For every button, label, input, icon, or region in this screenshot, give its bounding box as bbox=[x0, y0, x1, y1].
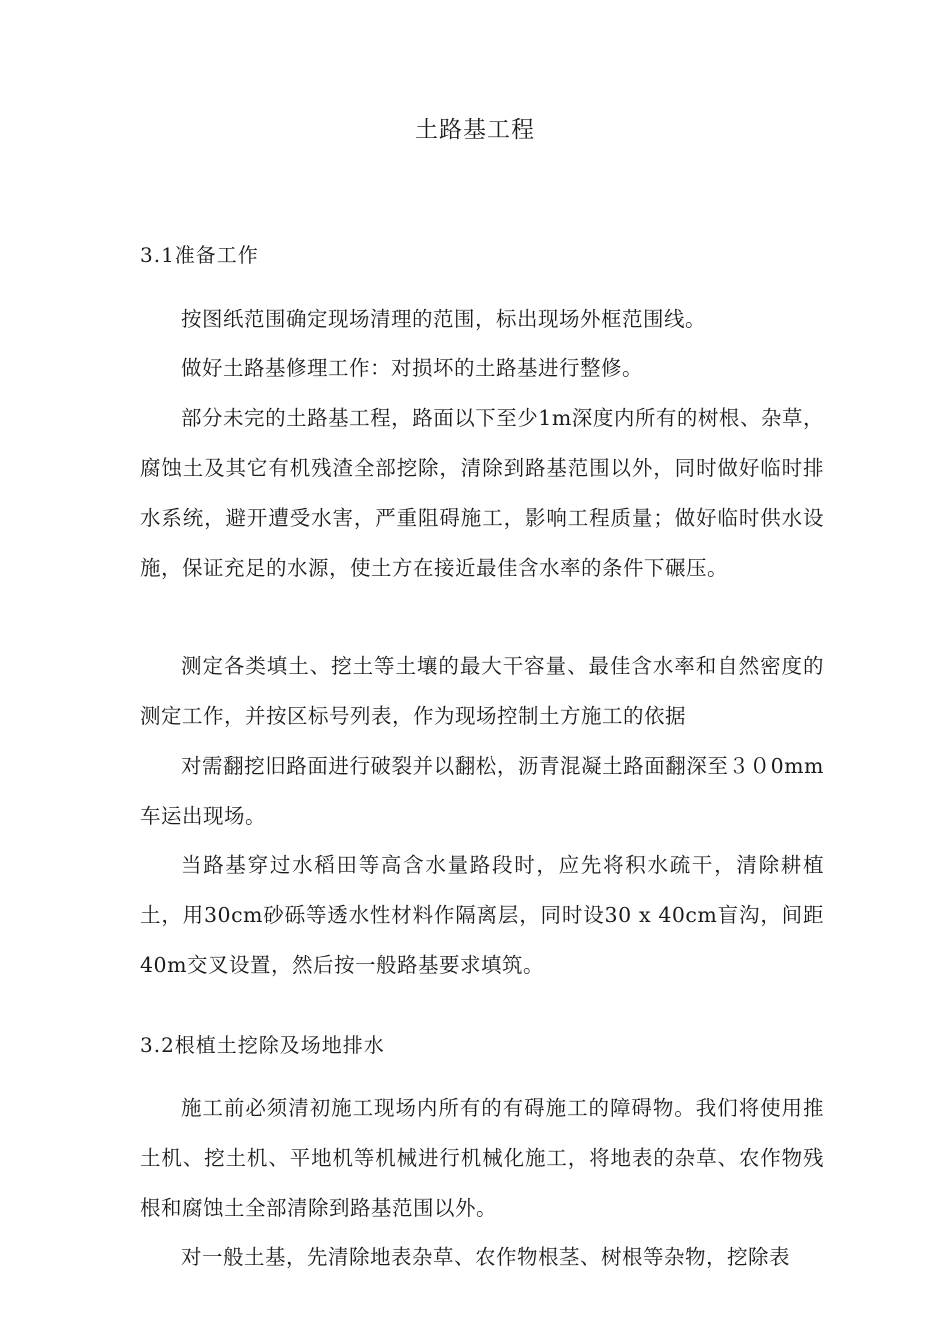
section-heading-3-1: 3.1准备工作 bbox=[140, 243, 259, 267]
paragraph: 对需翻挖旧路面进行破裂并以翻松，沥青混凝土路面翻深至３０0mm车运出现场。 bbox=[140, 754, 824, 828]
paragraph: 做好土路基修理工作：对损坏的土路基进行整修。 bbox=[181, 356, 643, 380]
paragraph: 测定各类填土、挖土等土壤的最大干容量、最佳含水率和自然密度的测定工作，并按区标号列表，作为现场控制土方施工的依据 bbox=[140, 654, 824, 728]
section-heading-3-2: 3.2根植土挖除及场地排水 bbox=[140, 1033, 385, 1057]
document-title: 土路基工程 bbox=[415, 117, 535, 143]
paragraph: 按图纸范围确定现场清理的范围，标出现场外框范围线。 bbox=[181, 307, 706, 331]
paragraph: 施工前必须清初施工现场内所有的有碍施工的障碍物。我们将使用推土机、挖土机、平地机等机械进行机械化施工，将地表的杂草、农作物残根和腐蚀土全部清除到路基范围以外。 bbox=[140, 1096, 824, 1220]
paragraph: 当路基穿过水稻田等高含水量路段时，应先将积水疏干，清除耕植土，用30cm砂砾等透水性材料作隔离层，同时设30 x 40cm盲沟，间距40m交叉设置，然后按一般路基要求填筑。 bbox=[140, 853, 824, 977]
paragraph: 部分未完的土路基工程，路面以下至少1m深度内所有的树根、杂草，腐蚀土及其它有机残渣全部挖除，清除到路基范围以外，同时做好临时排水系统，避开遭受水害，严重阻碍施工，影响工程质量；做好临时供水设施，保证充足的水源，使土方在接近最佳含水率的条件下碾压。 bbox=[140, 406, 824, 580]
paragraph: 对一般土基，先清除地表杂草、农作物根茎、树根等杂物，挖除表 bbox=[181, 1245, 790, 1269]
